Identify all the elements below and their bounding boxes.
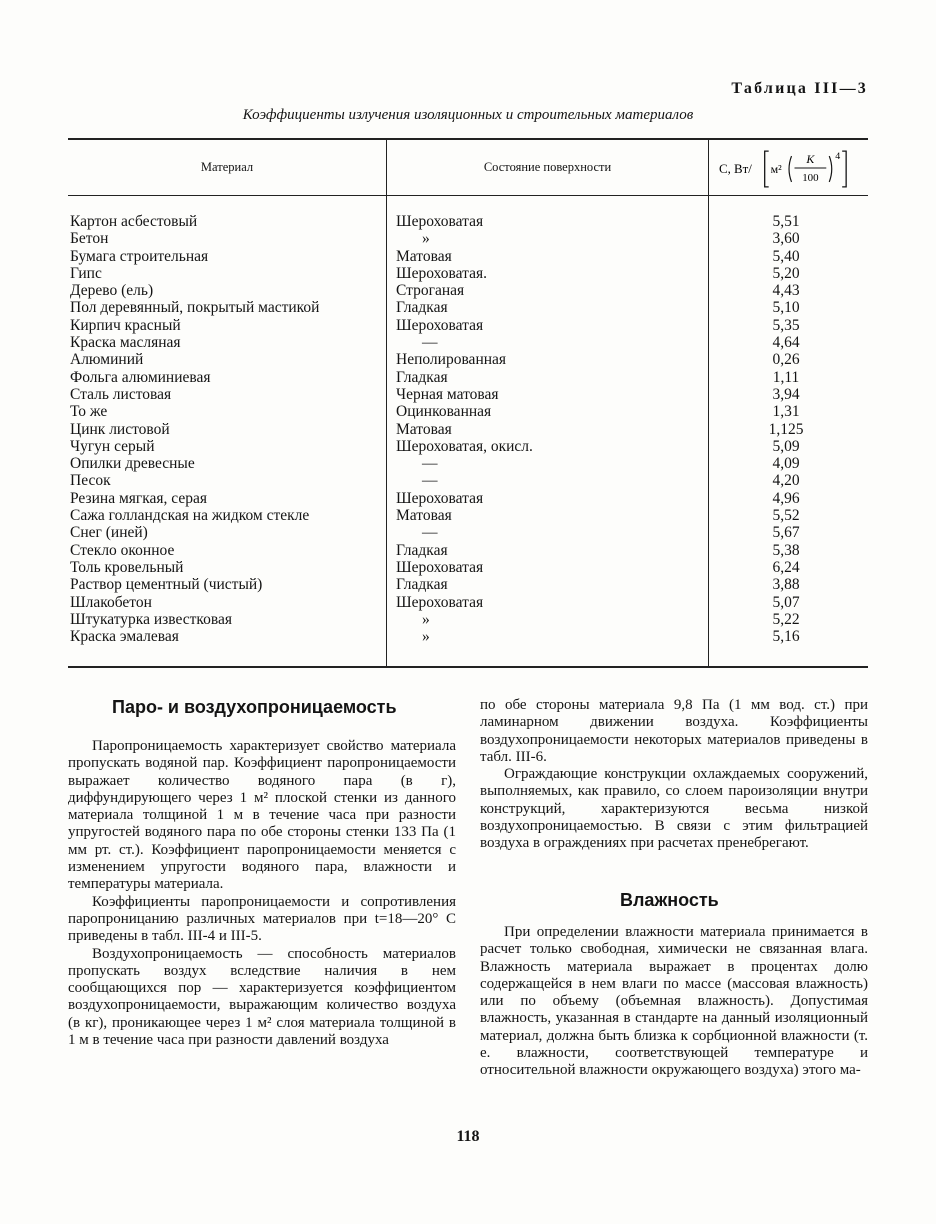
section-title-permeability: Паро- и воздухопроницаемость — [112, 697, 397, 717]
header-material: Материал — [200, 160, 254, 174]
cell-coefficient: 5,35 — [772, 316, 800, 334]
table-row — [68, 455, 868, 472]
cell-surface: Шероховатая — [396, 316, 484, 334]
table-row — [68, 472, 868, 489]
table-row — [68, 265, 868, 282]
table-row — [68, 542, 868, 559]
cell-surface: Шероховатая — [396, 489, 484, 507]
cell-material: То же — [70, 403, 108, 421]
cell-surface: — — [422, 524, 438, 542]
header-coefficient — [709, 140, 868, 195]
cell-surface: Шероховатая — [396, 558, 484, 576]
cell-material: Раствор цементный (чистый) — [70, 576, 263, 594]
cell-coefficient: 5,52 — [772, 507, 800, 525]
section-title-moisture: Влажность — [620, 890, 719, 910]
coefficient-formula — [719, 143, 868, 193]
cell-coefficient: 5,16 — [772, 628, 800, 646]
cell-material: Штукатурка известковая — [70, 610, 233, 628]
cell-surface: Гладкая — [396, 576, 448, 594]
cell-material: Сажа голландская на жидком стекле — [70, 507, 310, 525]
cell-surface: Матовая — [396, 507, 452, 525]
cell-coefficient: 5,09 — [772, 437, 800, 455]
table-row — [68, 386, 868, 403]
table-row — [68, 507, 868, 524]
cell-surface: Шероховатая — [396, 593, 484, 611]
table-row — [68, 611, 868, 628]
cell-material: Резина мягкая, серая — [70, 489, 208, 507]
cell-coefficient: 5,07 — [772, 593, 800, 611]
table-row — [68, 334, 868, 351]
cell-surface: Матовая — [396, 420, 452, 438]
cell-surface: » — [422, 230, 430, 248]
cell-coefficient: 5,51 — [772, 213, 800, 230]
table-row — [68, 490, 868, 507]
table-row — [68, 351, 868, 368]
table-row — [68, 559, 868, 576]
table-row — [68, 213, 868, 230]
paragraph: по обе стороны материала 9,8 Па (1 мм вод. ст.) при ламинарном движении воздуха. Коэффициенты воздухопроницаемости некоторых материалов приведены в табл. III-6. — [480, 697, 868, 765]
cell-material: Картон асбестовый — [70, 213, 198, 230]
table-row — [68, 403, 868, 420]
table-row — [68, 576, 868, 593]
cell-material: Цинк листовой — [70, 420, 170, 438]
cell-coefficient: 5,38 — [772, 541, 800, 559]
cell-coefficient: 5,22 — [772, 610, 800, 628]
cell-material: Чугун серый — [70, 437, 155, 455]
cell-material: Краска масляная — [70, 334, 181, 352]
cell-coefficient: 3,88 — [772, 576, 800, 594]
cell-surface: — — [422, 455, 438, 473]
cell-coefficient: 4,20 — [772, 472, 800, 490]
cell-surface: Гладкая — [396, 299, 448, 317]
cell-material: Шлакобетон — [70, 593, 152, 611]
cell-coefficient: 1,125 — [768, 420, 804, 438]
cell-coefficient: 5,20 — [772, 264, 800, 282]
cell-coefficient: 4,64 — [772, 334, 800, 352]
cell-material: Снег (иней) — [70, 524, 148, 542]
table-row — [68, 438, 868, 455]
coef-prefix: C, Вт/ — [719, 160, 752, 176]
cell-surface: » — [422, 610, 430, 628]
page-number: 118 — [456, 1128, 480, 1145]
table-row — [68, 248, 868, 265]
cell-coefficient: 1,11 — [772, 368, 800, 386]
cell-material: Фольга алюминиевая — [70, 368, 211, 386]
cell-coefficient: 3,94 — [772, 385, 800, 403]
cell-surface: » — [422, 628, 430, 646]
table-body — [68, 213, 868, 645]
cell-material: Стекло оконное — [70, 541, 175, 559]
cell-material: Кирпич красный — [70, 316, 181, 334]
cell-material: Гипс — [70, 264, 102, 282]
paragraph: Коэффициенты паропроницаемости и сопротивления паропроницанию различных материалов при t=18—20° C приведены в табл. III-4 и III-5. — [68, 893, 456, 945]
header-divider — [68, 195, 868, 196]
cell-material: Бетон — [70, 230, 109, 248]
right-column-top — [480, 697, 868, 853]
cell-surface: — — [422, 334, 438, 352]
coef-numerator: K — [806, 151, 815, 166]
table-row — [68, 299, 868, 316]
cell-material: Бумага строительная — [70, 247, 209, 265]
table-row — [68, 594, 868, 611]
cell-material: Пол деревянный, покрытый мастикой — [70, 299, 320, 317]
table-row — [68, 230, 868, 247]
cell-material: Дерево (ель) — [70, 282, 154, 300]
cell-coefficient: 5,10 — [772, 299, 800, 317]
cell-coefficient: 1,31 — [772, 403, 800, 421]
cell-surface: Неполированная — [396, 351, 507, 369]
cell-coefficient: 4,43 — [772, 282, 800, 300]
cell-coefficient: 4,96 — [772, 489, 800, 507]
cell-coefficient: 6,24 — [772, 558, 800, 576]
cell-material: Краска эмалевая — [70, 628, 179, 646]
header-surface: Состояние поверхности — [483, 160, 612, 174]
cell-material: Толь кровельный — [70, 558, 184, 576]
paragraph: Воздухопроницаемость — способность материалов пропускать воздух вследствие наличия в нем сообщающихся пор — характеризуется коэффициентом воздухопроницаемости, выражающим количество воздуха (в кг), проникающее через 1 м² слоя материала толщиной в 1 м в течение часа при разности давлений воздуха — [68, 945, 456, 1049]
paragraph: Паропроницаемость характеризует свойство материала пропускать водяной пар. Коэффициент паропроницаемости выражает количество водяного пара (в г), диффундирующего через 1 м² плоской стенки из данного материала толщиной 1 м в течение часа при разности упругостей водяного пара по обе стороны стенки 133 Па (1 мм рт. ст.). Коэффициент паропроницаемости меняется с изменением упругости водяного пара, влажности и температуры материала. — [68, 738, 456, 893]
cell-surface: Шероховатая, окисл. — [396, 437, 533, 455]
cell-surface: — — [422, 472, 438, 490]
cell-material: Алюминий — [70, 351, 144, 369]
table-caption: Коэффициенты излучения изоляционных и строительных материалов — [242, 107, 694, 123]
table-row — [68, 369, 868, 386]
cell-coefficient: 5,40 — [772, 247, 800, 265]
table-row — [68, 628, 868, 645]
cell-surface: Шероховатая — [396, 213, 484, 230]
cell-surface: Гладкая — [396, 368, 448, 386]
cell-material: Сталь листовая — [70, 385, 172, 403]
cell-material: Опилки древесные — [70, 455, 195, 473]
table-row — [68, 524, 868, 541]
left-column — [68, 738, 456, 1049]
table-number: Таблица III—3 — [731, 80, 868, 97]
cell-coefficient: 4,09 — [772, 455, 800, 473]
emissivity-table — [68, 138, 868, 668]
table-row — [68, 421, 868, 438]
cell-surface: Матовая — [396, 247, 452, 265]
cell-surface: Черная матовая — [396, 385, 499, 403]
cell-surface: Строганая — [396, 282, 465, 300]
coef-unit: м² — [770, 161, 782, 176]
cell-surface: Гладкая — [396, 541, 448, 559]
right-column-bottom — [480, 924, 868, 1080]
paragraph: Ограждающие конструкции охлаждаемых сооружений, выполняемых, как правило, со слоем пароизоляции внутри конструкций, характеризуются весьма низкой воздухопроницаемостью. В связи с этим фильтрацией воздуха в ограждениях при расчетах пренебрегают. — [480, 766, 868, 852]
paragraph: При определении влажности материала принимается в расчет только свободная, химически не связанная влага. Влажность материала выражает в процентах долю содержащейся в нем влаги по массе (массовая влажность) или по объему (объемная влажность). Допустимая влажность, указанная в стандарте на данный изоляционный материал, должна быть близка к сорбционной влажности (т. е. влажности, соответствующей температуре и относительной влажности окружающего воздуха) этого ма- — [480, 924, 868, 1079]
cell-material: Песок — [70, 472, 111, 490]
cell-coefficient: 0,26 — [772, 351, 800, 369]
cell-surface: Шероховатая. — [396, 264, 487, 282]
cell-coefficient: 5,67 — [772, 524, 800, 542]
table-row — [68, 317, 868, 334]
coef-denominator: 100 — [802, 171, 819, 184]
cell-surface: Оцинкованная — [396, 403, 492, 421]
table-row — [68, 282, 868, 299]
cell-coefficient: 3,60 — [772, 230, 800, 248]
coef-power: 4 — [835, 150, 841, 162]
